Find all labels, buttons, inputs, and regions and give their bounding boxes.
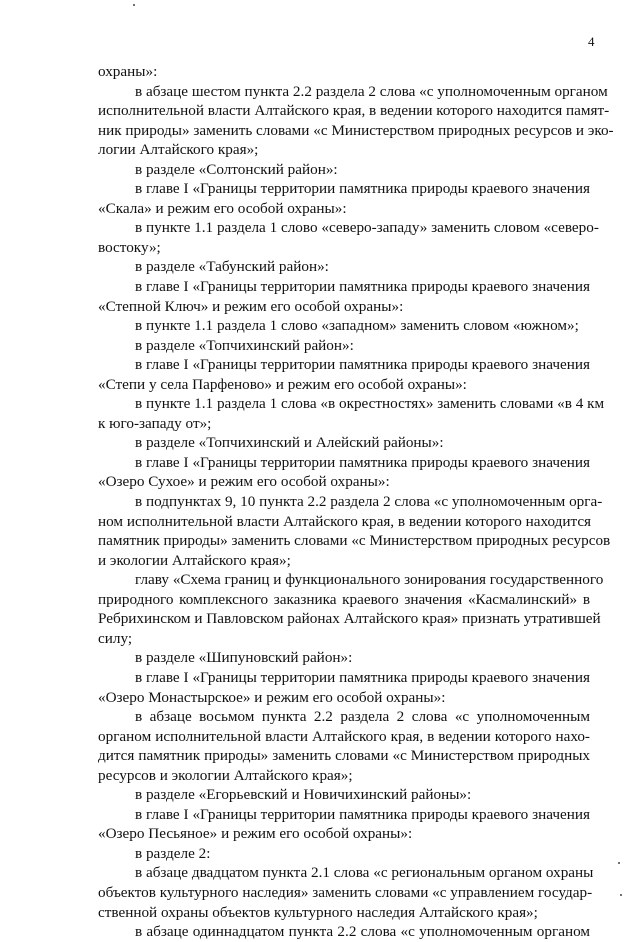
text-line: в разделе «Солтонский район»: [135, 160, 338, 178]
paragraph [98, 863, 594, 922]
paragraph [98, 394, 605, 433]
text-line: в абзаце шестом пункта 2.2 раздела 2 слова «с уполномоченным органом [135, 82, 608, 100]
paragraph [98, 179, 590, 218]
paragraph [98, 62, 590, 82]
text-line: востоку»; [98, 238, 161, 256]
paragraph [98, 844, 590, 864]
paragraph [98, 336, 590, 356]
paragraph [98, 668, 590, 707]
paragraph [98, 785, 590, 805]
text-line: в абзаце одиннадцатом пункта 2.2 слова «с уполномоченным органом [135, 923, 590, 941]
text-line: объектов культурного наследия» заменить словами «с управлением государ- [98, 883, 593, 901]
text-line: «Озеро Сухое» и режим его особой охраны»: [98, 473, 390, 491]
paragraph [98, 316, 590, 336]
document-body [98, 62, 614, 942]
text-line: «Степной Ключ» и режим его особой охраны»: [98, 297, 404, 315]
text-line: в главе I «Границы территории памятника природы краевого значения [135, 180, 590, 198]
text-line: силу; [98, 629, 133, 647]
text-line: в пункте 1.1 раздела 1 слово «северо-западу» заменить словом «северо- [135, 219, 599, 237]
text-line: в главе I «Границы территории памятника природы краевого значения [135, 805, 590, 823]
text-line: памятник природы» заменить словами «с Министерством природных ресурсов [98, 532, 611, 550]
text-line: дится памятник природы» заменить словами «с Министерством природных [98, 747, 590, 765]
text-line: ном исполнительной власти Алтайского края, в ведении которого находится [98, 512, 592, 530]
text-line: «Степи у села Парфеново» и режим его особой охраны»: [98, 375, 467, 393]
paragraph [98, 355, 590, 394]
text-line: органом исполнительной власти Алтайского края, в ведении которого нахо- [98, 727, 590, 745]
text-line: в подпунктах 9, 10 пункта 2.2 раздела 2 слова «с уполномоченным орга- [135, 493, 603, 511]
text-line: в пункте 1.1 раздела 1 слово «западном» заменить словом «южном»; [135, 317, 579, 335]
paragraph [98, 160, 590, 180]
text-line: в разделе «Табунский район»: [135, 258, 329, 276]
text-line: в разделе «Шипуновский район»: [135, 649, 353, 667]
text-line: к юго-западу от»; [98, 414, 212, 432]
scan-speck [133, 4, 135, 6]
text-line: природного комплексного заказника краевого значения «Касмалинский» в [98, 590, 590, 608]
page-number: 4 [588, 34, 595, 49]
scan-speck [618, 862, 620, 864]
text-line: «Озеро Песьяное» и режим его особой охраны»: [98, 825, 413, 843]
text-line: исполнительной власти Алтайского края, в ведении которого находится памят- [98, 102, 610, 120]
paragraph [98, 492, 611, 570]
text-line: в главе I «Границы территории памятника природы краевого значения [135, 356, 590, 374]
text-line: Ребрихинском и Павловском районах Алтайского края» признать утратившей [98, 610, 601, 628]
text-line: ственной охраны объектов культурного наследия Алтайского края»; [98, 903, 538, 921]
paragraph [98, 82, 614, 160]
text-line: ник природы» заменить словами «с Министерством природных ресурсов и эко- [98, 121, 614, 139]
text-line: в главе I «Границы территории памятника природы краевого значения [135, 453, 590, 471]
text-line: в разделе «Топчихинский и Алейский районы»: [135, 434, 444, 452]
paragraph [98, 805, 590, 844]
text-line: и экологии Алтайского края»; [98, 551, 291, 569]
text-line: в пункте 1.1 раздела 1 слова «в окрестностях» заменить словами «в 4 км [135, 395, 605, 413]
text-line: «Скала» и режим его особой охраны»: [98, 199, 347, 217]
text-line: «Озеро Монастырское» и режим его особой охраны»: [98, 688, 446, 706]
paragraph [98, 433, 590, 453]
text-line: главу «Схема границ и функционального зонирования государственного [135, 571, 604, 589]
paragraph [98, 453, 590, 492]
text-line: в абзаце двадцатом пункта 2.1 слова «с региональным органом охраны [135, 864, 594, 882]
text-line: в разделе «Егорьевский и Новичихинский районы»: [135, 786, 472, 804]
scan-speck [620, 894, 622, 896]
text-line: в абзаце восьмом пункта 2.2 раздела 2 слова «с уполномоченным [135, 708, 590, 726]
text-line: охраны»: [98, 63, 158, 80]
paragraph [98, 277, 590, 316]
text-line: в разделе «Топчихинский район»: [135, 336, 354, 354]
text-line: логии Алтайского края»; [98, 141, 259, 159]
text-line: в главе I «Границы территории памятника природы краевого значения [135, 668, 590, 686]
paragraph [98, 218, 599, 257]
paragraph [98, 922, 590, 942]
text-line: в главе I «Границы территории памятника природы краевого значения [135, 278, 590, 296]
paragraph [98, 707, 590, 785]
paragraph [98, 570, 604, 648]
text-line: ресурсов и экологии Алтайского края»; [98, 766, 353, 784]
text-line: в разделе 2: [135, 844, 211, 862]
paragraph [98, 648, 590, 668]
paragraph [98, 257, 590, 277]
